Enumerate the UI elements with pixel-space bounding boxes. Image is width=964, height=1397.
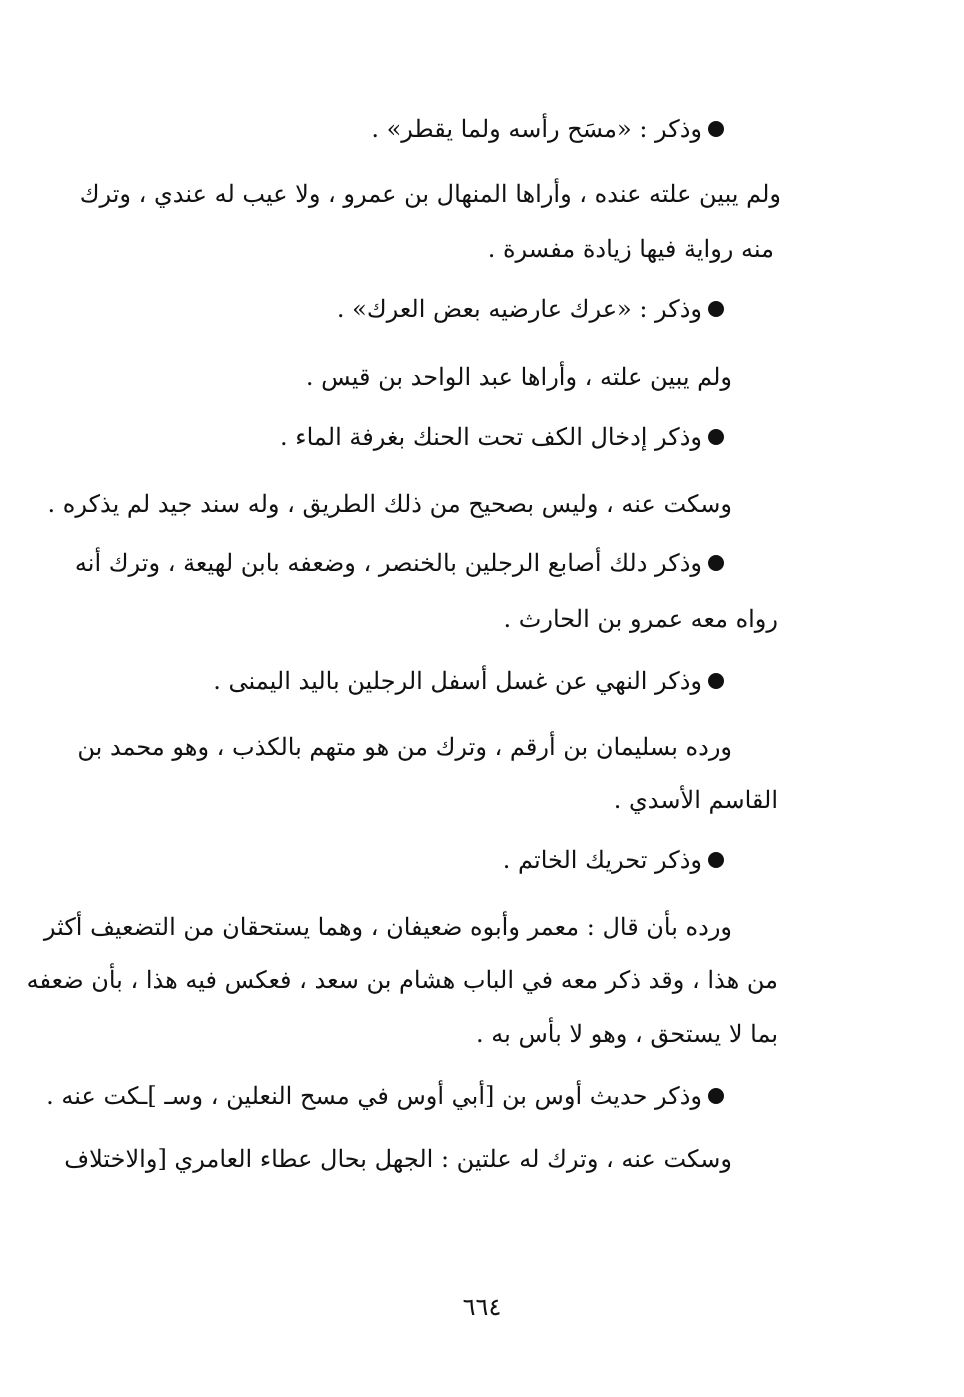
text-line: رواه معه عمرو بن الحارث .: [503, 605, 778, 633]
text-line: ورده بأن قال : معمر وأبوه ضعيفان ، وهما يستحقان من التضعيف أكثر: [43, 913, 732, 941]
text-line: منه رواية فيها زيادة مفسرة .: [487, 235, 774, 263]
text-line: من هذا ، وقد ذكر معه في الباب هشام بن سعد ، فعكس فيه هذا ، بأن ضعفه: [26, 966, 778, 994]
text-line: ورده بسليمان بن أرقم ، وترك من هو متهم بالكذب ، وهو محمد بن: [77, 733, 732, 761]
text-line: بما لا يستحق ، وهو لا بأس به .: [476, 1020, 778, 1048]
text-line: وذكر : «مسَح رأسه ولما يقطر» .: [371, 115, 702, 143]
bullet-line: [371, 112, 724, 146]
bullet-icon: [708, 1088, 724, 1104]
bullet-icon: [708, 121, 724, 137]
bullet-line: [75, 546, 724, 580]
bullet-line: [280, 420, 724, 454]
bullet-icon: [708, 429, 724, 445]
text-line: القاسم الأسدي .: [613, 786, 778, 814]
text-line: وسكت عنه ، وترك له علتين : الجهل بحال عطاء العامري [والاختلاف: [64, 1145, 732, 1173]
bullet-line: [503, 843, 724, 877]
bullet-icon: [708, 555, 724, 571]
text-line: ولم يبين علته عنده ، وأراها المنهال بن عمرو ، ولا عيب له عندي ، وترك: [79, 180, 781, 208]
bullet-icon: [708, 301, 724, 317]
text-line: وذكر النهي عن غسل أسفل الرجلين باليد اليمنى .: [213, 667, 702, 695]
bullet-line: [213, 664, 724, 698]
page-number: ٦٦٤: [462, 1293, 502, 1321]
text-line: وذكر : «عرك عارضيه بعض العرك» .: [336, 295, 702, 323]
text-line: وذكر تحريك الخاتم .: [502, 846, 702, 874]
text-line: وذكر دلك أصابع الرجلين بالخنصر ، وضعفه بابن لهيعة ، وترك أنه: [74, 549, 702, 577]
text-line: ولم يبين علته ، وأراها عبد الواحد بن قيس .: [305, 363, 732, 391]
bullet-line: [46, 1079, 724, 1113]
bullet-icon: [708, 852, 724, 868]
text-line: وسكت عنه ، وليس بصحيح من ذلك الطريق ، وله سند جيد لم يذكره .: [47, 490, 732, 518]
text-line: وذكر حديث أوس بن [أبي أوس في مسح النعلين ، وسـ ]ـكت عنه .: [46, 1082, 702, 1110]
bullet-icon: [708, 673, 724, 689]
bullet-line: [337, 292, 724, 326]
text-line: وذكر إدخال الكف تحت الحنك بغرفة الماء .: [280, 423, 702, 451]
